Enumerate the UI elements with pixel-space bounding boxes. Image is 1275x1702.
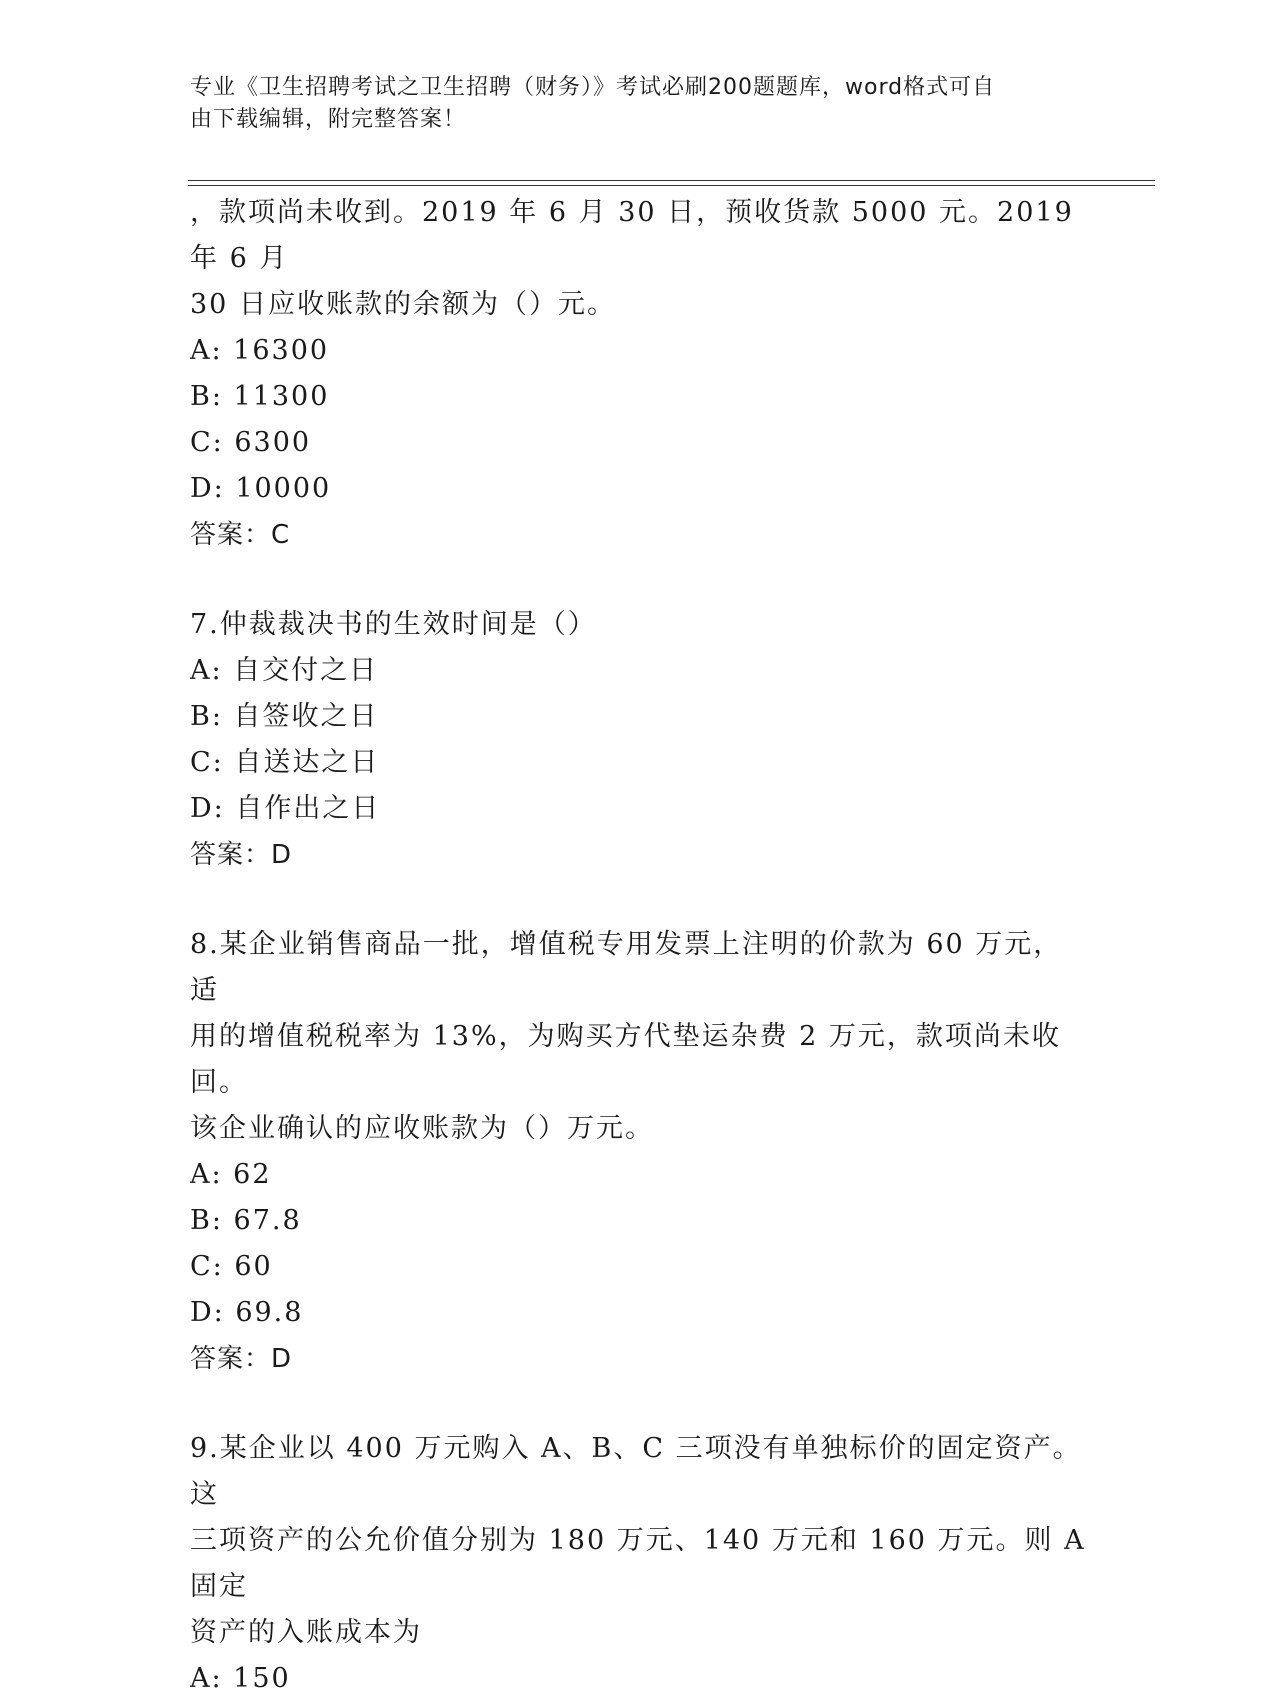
option-c: C: 60 xyxy=(190,1251,273,1282)
option-a: A: 自交付之日 xyxy=(190,655,379,686)
question-text-line: 资产的入账成本为 xyxy=(190,1617,422,1648)
question-text-line: ，款项尚未收到。2019 年 6 月 30 日，预收货款 5000 元。2019 年 6 月 xyxy=(190,197,1074,274)
question-list xyxy=(190,190,1090,1702)
question-text-line: 7.仲裁裁决书的生效时间是（） xyxy=(190,609,597,640)
question-text-line: 三项资产的公允价值分别为 180 万元、140 万元和 160 万元。则 A 固定 xyxy=(190,1525,1086,1602)
header-divider-bottom xyxy=(188,185,1155,186)
document-header xyxy=(190,72,1090,136)
question-text-line: 8.某企业销售商品一批，增值税专用发票上注明的价款为 60 万元，适 xyxy=(190,929,1063,1006)
option-b: B: 自签收之日 xyxy=(190,701,379,732)
option-c: C: 6300 xyxy=(190,427,312,458)
option-a: A: 150 xyxy=(190,1663,291,1694)
option-d: D: 自作出之日 xyxy=(190,793,381,824)
answer: 答案：C xyxy=(190,520,291,550)
header-title-line-1: 专业《卫生招聘考试之卫生招聘（财务）》考试必刷200题题库，word格式可自 xyxy=(190,75,996,100)
option-c: C: 自送达之日 xyxy=(190,747,380,778)
question-text-line: 该企业确认的应收账款为（）万元。 xyxy=(190,1113,654,1144)
question-text-line: 9.某企业以 400 万元购入 A、B、C 三项没有单独标价的固定资产。这 xyxy=(190,1433,1082,1510)
option-a: A: 62 xyxy=(190,1159,272,1190)
question-text-line: 30 日应收账款的余额为（）元。 xyxy=(190,289,616,320)
header-divider-top xyxy=(188,180,1155,181)
option-b: B: 11300 xyxy=(190,381,330,412)
answer: 答案：D xyxy=(190,840,293,870)
option-d: D: 10000 xyxy=(190,473,332,504)
question-8 xyxy=(190,922,1090,1382)
question-6-continued xyxy=(190,190,1090,558)
header-title-line-2: 由下载编辑，附完整答案！ xyxy=(190,107,467,132)
answer: 答案：D xyxy=(190,1344,293,1374)
option-a: A: 16300 xyxy=(190,335,330,366)
option-d: D: 69.8 xyxy=(190,1297,304,1328)
question-text-line: 用的增值税税率为 13%，为购买方代垫运杂费 2 万元，款项尚未收回。 xyxy=(190,1021,1061,1098)
question-7 xyxy=(190,602,1090,878)
question-9 xyxy=(190,1426,1090,1702)
option-b: B: 67.8 xyxy=(190,1205,302,1236)
